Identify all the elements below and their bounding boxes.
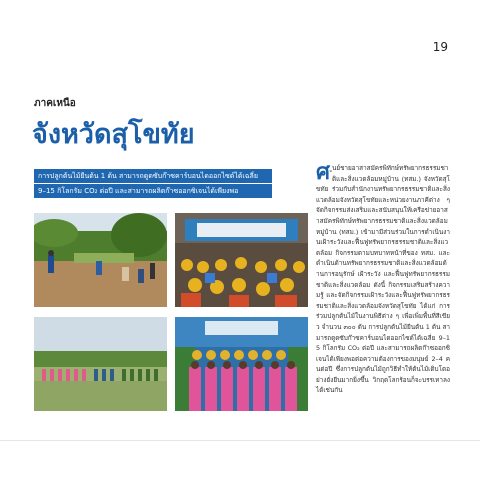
photo-group-stage [175, 317, 308, 411]
photo-group-lineup [34, 317, 167, 411]
caption-line-2: 9–15 กิโลกรัม CO₂ ต่อปี และสามารถผลิตก๊าซออกซิเจนได้เพียงพอ [34, 184, 272, 198]
bottom-divider [0, 440, 480, 441]
body-paragraph: ูนย์ชายอาสาสมัครพิทักษ์ทรัพยากรธรรมชาติและสิ่งแวดล้อมหมู่บ้าน (ทสม.) จังหวัดสุโขทัย ร่วมกับสำนักงานทรัพยากรธรรมชาติและสิ่งแวดล้อมจังหวัดสุโขทัยและหน่วยงานภาคีต่าง ๆ จัดกิจกรรมส่งเสริมและสนับสนุนให้เครือข่ายอาสาสมัครพิทักษ์ทรัพยากรธรรมชาติและสิ่งแวดล้อมหมู่บ้าน (ทสม.) เข้ามามีส่วนร่วมในการดำเนินงานเฝ้าระวังและฟื้นฟูทรัพยากรธรรมชาติและสิ่งแวดล้อม กิจกรรมตามบทบาทหน้าที่ของ ทสม. และดำเนินด้านทรัพยากรธรรมชาติและสิ่งแวดล้อมด้านการอนุรักษ์ เฝ้าระวัง และฟื้นฟูทรัพยากรธรรมชาติและสิ่งแวดล้อม ดังนี้ กิจกรรมเสริมสร้างความรู้ และจัดกิจกรรมเฝ้าระวังและฟื้นฟูทรัพยากรธรรมชาติและสิ่งแวดล้อมจังหวัดสุโขทัย ได้แก่ การร่วมปลูกต้นไม้ในงานพิธีต่าง ๆ เพื่อเพิ่มพื้นที่สีเขียว จำนวน ๓๐๐ ต้น การปลูกต้นไม้ยืนต้น 1 ต้น สามารถดูดซับก๊าซคาร์บอนไดออกไซด์ได้เฉลี่ย 9–15 กิโลกรัม CO₂ ต่อปี และสามารถผลิตก๊าซออกซิเจนได้เพียงพอต่อความต้องการของมนุษย์ 2–4 คนต่อปี ซึ่งการปลูกต้นไม้ถูกวิธีทำให้ต้นไม้เติบโตอย่างยั่งยืนมากยิ่งขึ้น วิกฤตโลกร้อนก็จะบรรเทาลงได้เช่นกัน [316, 164, 450, 395]
body-text [316, 160, 450, 396]
region-label: ภาคเหนือ [34, 98, 76, 109]
caption-line-1: การปลูกต้นไม้ยืนต้น 1 ต้น สามารถดูดซับก๊าซคาร์บอนไดออกไซด์ได้เฉลี่ย [34, 169, 272, 183]
dropcap: ศ [316, 160, 330, 185]
page-number: 19 [432, 40, 448, 54]
province-title: จังหวัดสุโขทัย [32, 119, 195, 150]
photo-seminar-hall [175, 213, 308, 307]
photo-tree-planting [34, 213, 167, 307]
